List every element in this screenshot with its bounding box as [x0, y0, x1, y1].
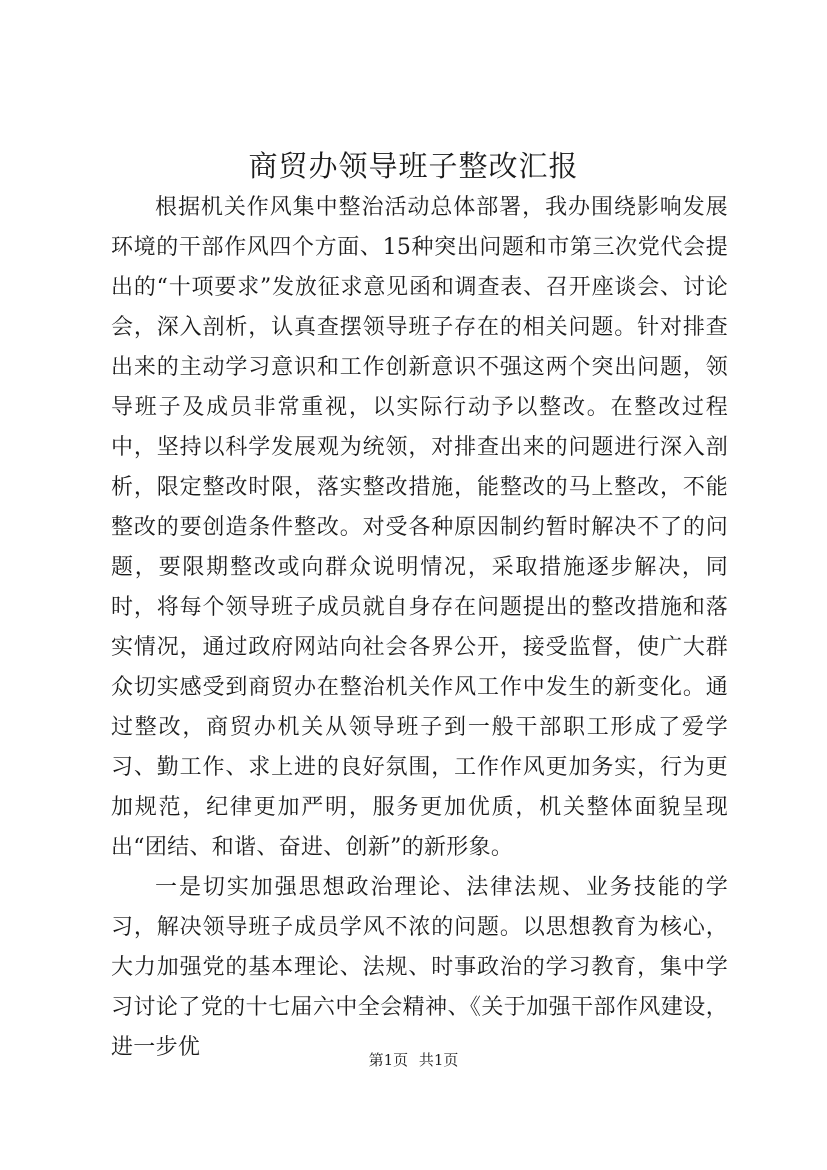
page-footer: [0, 1050, 827, 1070]
document-title: 商贸办领导班子整改汇报: [248, 149, 579, 183]
document-body: [111, 188, 728, 1068]
page-total: 共1页: [418, 1051, 459, 1069]
page-number: 第1页: [368, 1051, 409, 1069]
paragraph-1: 根据机关作风集中整治活动总体部署，我办围绕影响发展环境的干部作风四个方面、15种突出问题和市第三次党代会提出的“十项要求”发放征求意见函和调查表、召开座谈会、讨论会，深入剖析，认真查摆领导班子存在的相关问题。针对排查出来的主动学习意识和工作创新意识不强这两个突出问题，领导班子及成员非常重视，以实际行动予以整改。在整改过程中，坚持以科学发展观为统领，对排查出来的问题进行深入剖析，限定整改时限，落实整改措施，能整改的马上整改，不能整改的要创造条件整改。对受各种原因制约暂时解决不了的问题，要限期整改或向群众说明情况，采取措施逐步解决，同时，将每个领导班子成员就自身存在问题提出的整改措施和落实情况，通过政府网站向社会各界公开，接受监督，使广大群众切实感受到商贸办在整治机关作风工作中发生的新变化。通过整改，商贸办机关从领导班子到一般干部职工形成了爱学习、勤工作、求上进的良好氛围，工作作风更加务实，行为更加规范，纪律更加严明，服务更加优质，机关整体面貌呈现出“团结、和谐、奋进、创新”的新形象。: [111, 195, 728, 860]
paragraph-2: 一是切实加强思想政治理论、法律法规、业务技能的学习，解决领导班子成员学风不浓的问题。以思想教育为核心，大力加强党的基本理论、法规、时事政治的学习教育，集中学习讨论了党的十七届六中全会精神、《关于加强干部作风建设，进一步优: [111, 875, 728, 1060]
